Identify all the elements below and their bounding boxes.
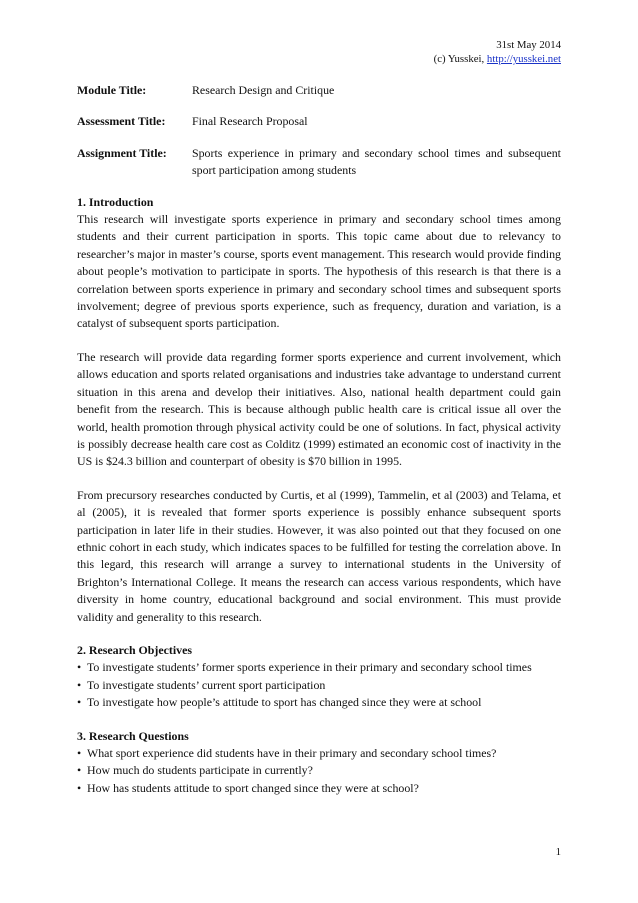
question-item: • How much do students participate in currently? [77,762,561,779]
copyright-text: (c) Yusskei, [433,53,487,65]
header-date: 31st May 2014 [496,39,561,51]
introduction-paragraph: This research will investigate sports experience in primary and secondary school times among students and their current participation in sports. This topic came about due to relevancy to researcher’s major in master’s course, sports event management. This research would provide finding about people’s motivation to participate in sports. The hypothesis of this research is that there is a correlation between sports experience in primary and secondary school times and subsequent sports involvement; degree of previous sports experience, such as frequency, duration and variation, is a catalyst of subsequent sports participation. [77,212,561,331]
objectives-heading: 2. Research Objectives [77,642,193,657]
questions-list [77,745,561,797]
module-row [77,82,561,99]
author-link[interactable]: http://yusskei.net [486,53,561,65]
module-value: Research Design and Critique [192,83,335,97]
assignment-row [77,145,561,180]
assessment-row [77,113,561,130]
objective-item: • To investigate students’ current sport participation [77,677,561,694]
objective-item: • To investigate students’ former sports experience in their primary and secondary school times [77,659,561,676]
document-page [77,38,561,813]
document-header [77,38,561,66]
assessment-label: Assessment Title: [77,114,166,129]
assignment-value: Sports experience in primary and secondary school times and subsequent sport participation among students [192,145,561,178]
objective-item: • To investigate how people’s attitude to sport has changed since they were at school [77,694,561,711]
questions-heading: 3. Research Questions [77,728,189,743]
assessment-value: Final Research Proposal [192,114,308,129]
question-item: • What sport experience did students have in their primary and secondary school times? [77,745,561,762]
assignment-label: Assignment Title: [77,145,167,160]
module-label: Module Title: [77,83,147,97]
introduction-paragraph: From precursory researches conducted by Curtis, et al (1999), Tammelin, et al (2003) and Telama, et al (2005), it is revealed that former sports experience is possibly enhance subsequent sports participation in later life in their studies. However, it was also pointed out that they focused on one ethnic cohort in each study, which indicates spaces to be fulfilled for testing the correlation above. In this legard, this research will arrange a survey to international students in the University of Brighton’s International College. It means the research can access various respondents, which have diversity in home country, educational background and social environment. This must provide validity and generality to this research. [77,487,561,624]
introduction-paragraph: The research will provide data regarding former sports experience and current involvement, which allows education and sports related organisations and industries take advantage to understand current situation in this arena and develop their initiatives. Also, national health department could gain benefit from the research. This is because although public health care is critical issue all over the world, health promotion through physical activity could be one of solutions. In fact, physical activity is possibly decrease health care cost as Colditz (1999) estimated an economic cost of inactivity in the US is $24.3 billion and counterpart of obesity is $70 billion in 1995. [77,349,561,469]
question-item: • How has students attitude to sport changed since they were at school? [77,780,561,797]
page-number: 1 [555,846,561,858]
objectives-list [77,659,561,711]
introduction-heading: 1. Introduction [77,194,154,209]
header-copyright [77,52,561,66]
